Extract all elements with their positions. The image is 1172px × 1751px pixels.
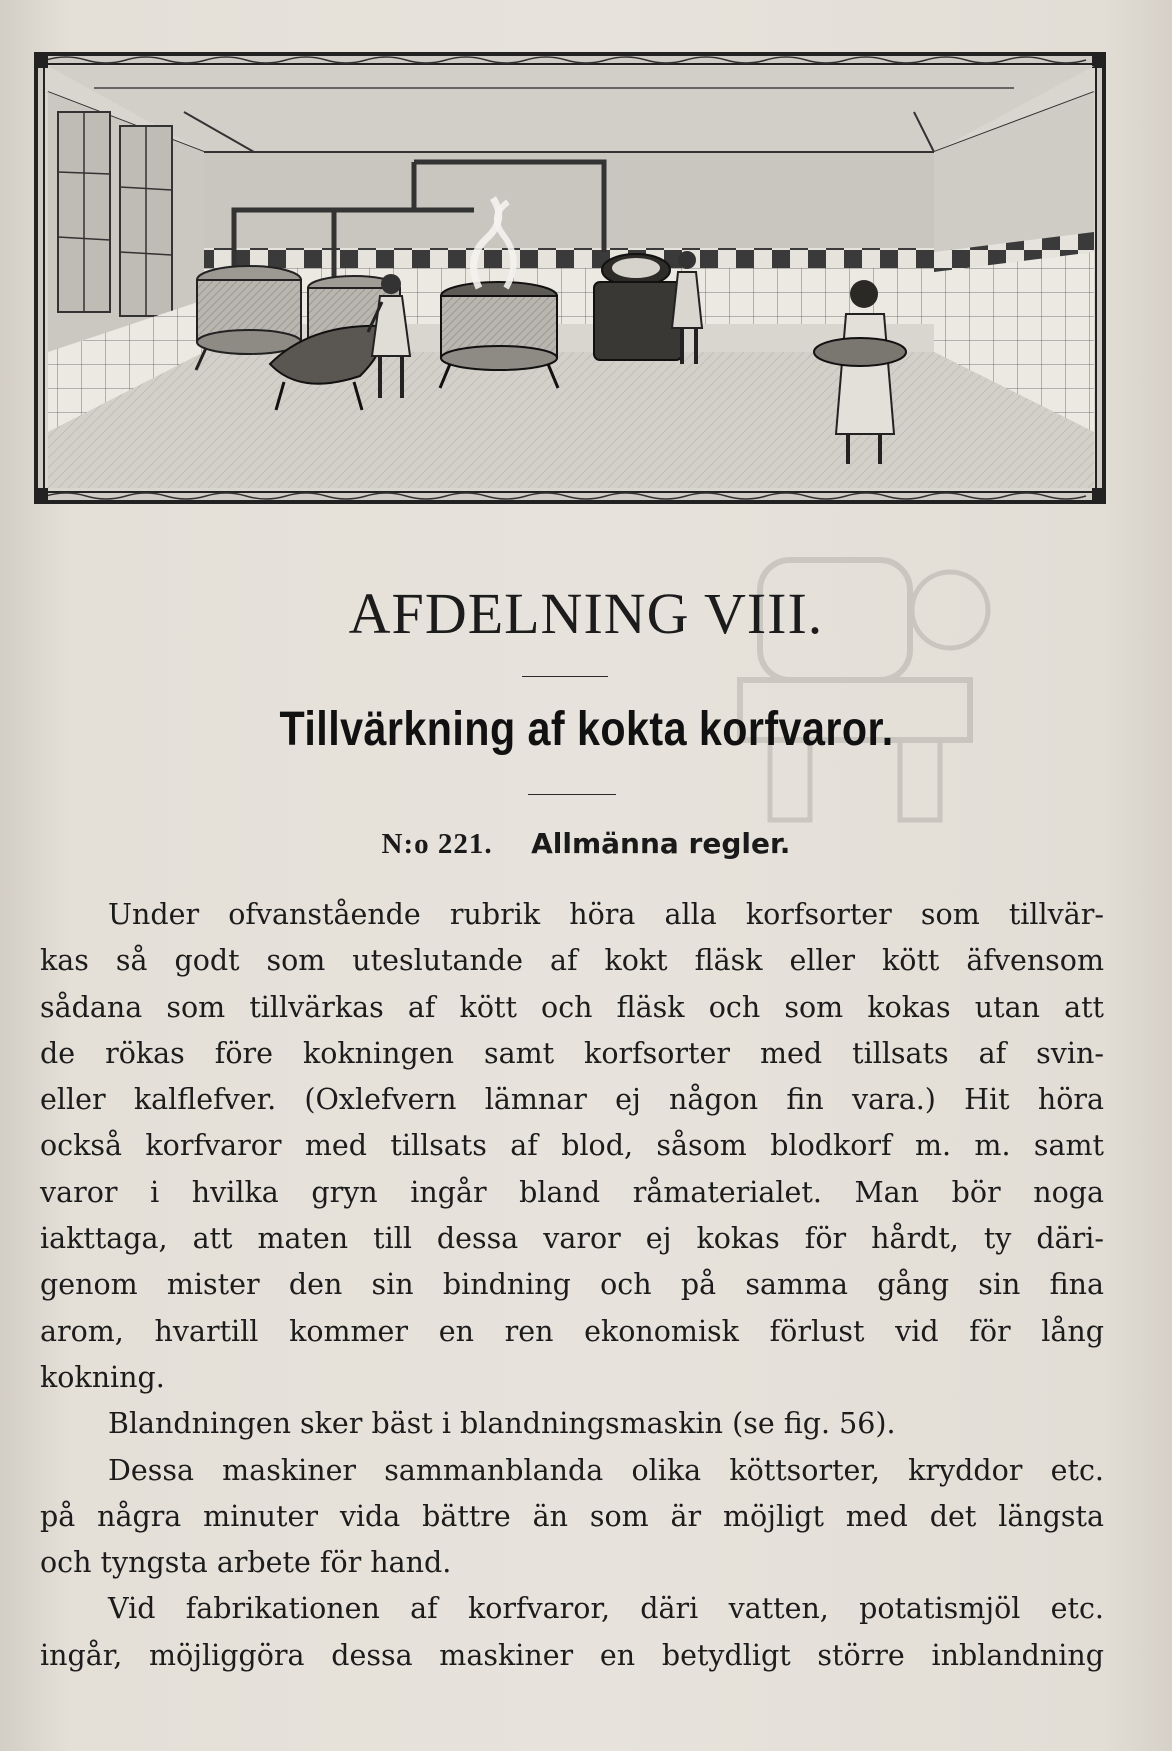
text-line: kokning. [40, 1360, 165, 1394]
text-line: sådana som tillvärkas af kött och fläsk och som kokas utan att [40, 990, 1104, 1024]
section-heading: AFDELNING VIII. [348, 581, 824, 646]
paragraph [40, 1401, 1104, 1447]
text-line: de rökas före kokningen samt korfsorter med tillsats af svin- [40, 1036, 1104, 1070]
text-line: varor i hvilka gryn ingår bland råmaterialet. Man bör noga [40, 1175, 1104, 1209]
subsection-heading [0, 826, 1172, 861]
paragraph [40, 1448, 1104, 1587]
text-line: Vid fabrikationen af korfvaror, däri vatten, potatismjöl etc. [108, 1592, 1104, 1626]
kitchen-illustration [34, 52, 1106, 504]
text-line: genom mister den sin bindning och på samma gång sin fina [40, 1268, 1104, 1302]
text-line: och tyngsta arbete för hand. [40, 1546, 452, 1580]
chapter-title: Tillvärkning af kokta korfvaror. [279, 703, 894, 756]
text-line: Dessa maskiner sammanblanda olika köttsorter, kryddor etc. [108, 1453, 1104, 1487]
body-text [40, 892, 1104, 1679]
text-line: Under ofvanstående rubrik höra alla korfsorter som tillvär- [108, 898, 1104, 931]
text-line: eller kalflefver. (Oxlefvern lämnar ej någon fin vara.) Hit höra [40, 1083, 1104, 1117]
text-line: iakttaga, att maten till dessa varor ej kokas för hårdt, ty däri- [40, 1222, 1104, 1256]
subsection-title: Allmänna regler. [531, 827, 791, 860]
kitchen-illustration-icon [34, 52, 1106, 504]
text-line: på några minuter vida bättre än som är möjligt med det längsta [40, 1499, 1104, 1533]
heading-rule-bottom [528, 794, 616, 795]
paragraph [40, 1586, 1104, 1679]
text-line: Blandningen sker bäst i blandningsmaskin (se fig. 56). [108, 1407, 896, 1441]
heading-rule-top [522, 676, 608, 677]
subsection-number: N:o 221. [381, 828, 493, 860]
text-line: arom, hvartill kommer en ren ekonomisk förlust vid för lång [40, 1314, 1104, 1348]
text-line: ingår, möjliggöra dessa maskiner en betydligt större inblandning [40, 1638, 1104, 1672]
text-line: kas så godt som uteslutande af kokt fläsk eller kött äfvensom [40, 944, 1104, 978]
text-line: också korfvaror med tillsats af blod, såsom blodkorf m. m. samt [40, 1129, 1104, 1163]
paragraph [40, 892, 1104, 1401]
